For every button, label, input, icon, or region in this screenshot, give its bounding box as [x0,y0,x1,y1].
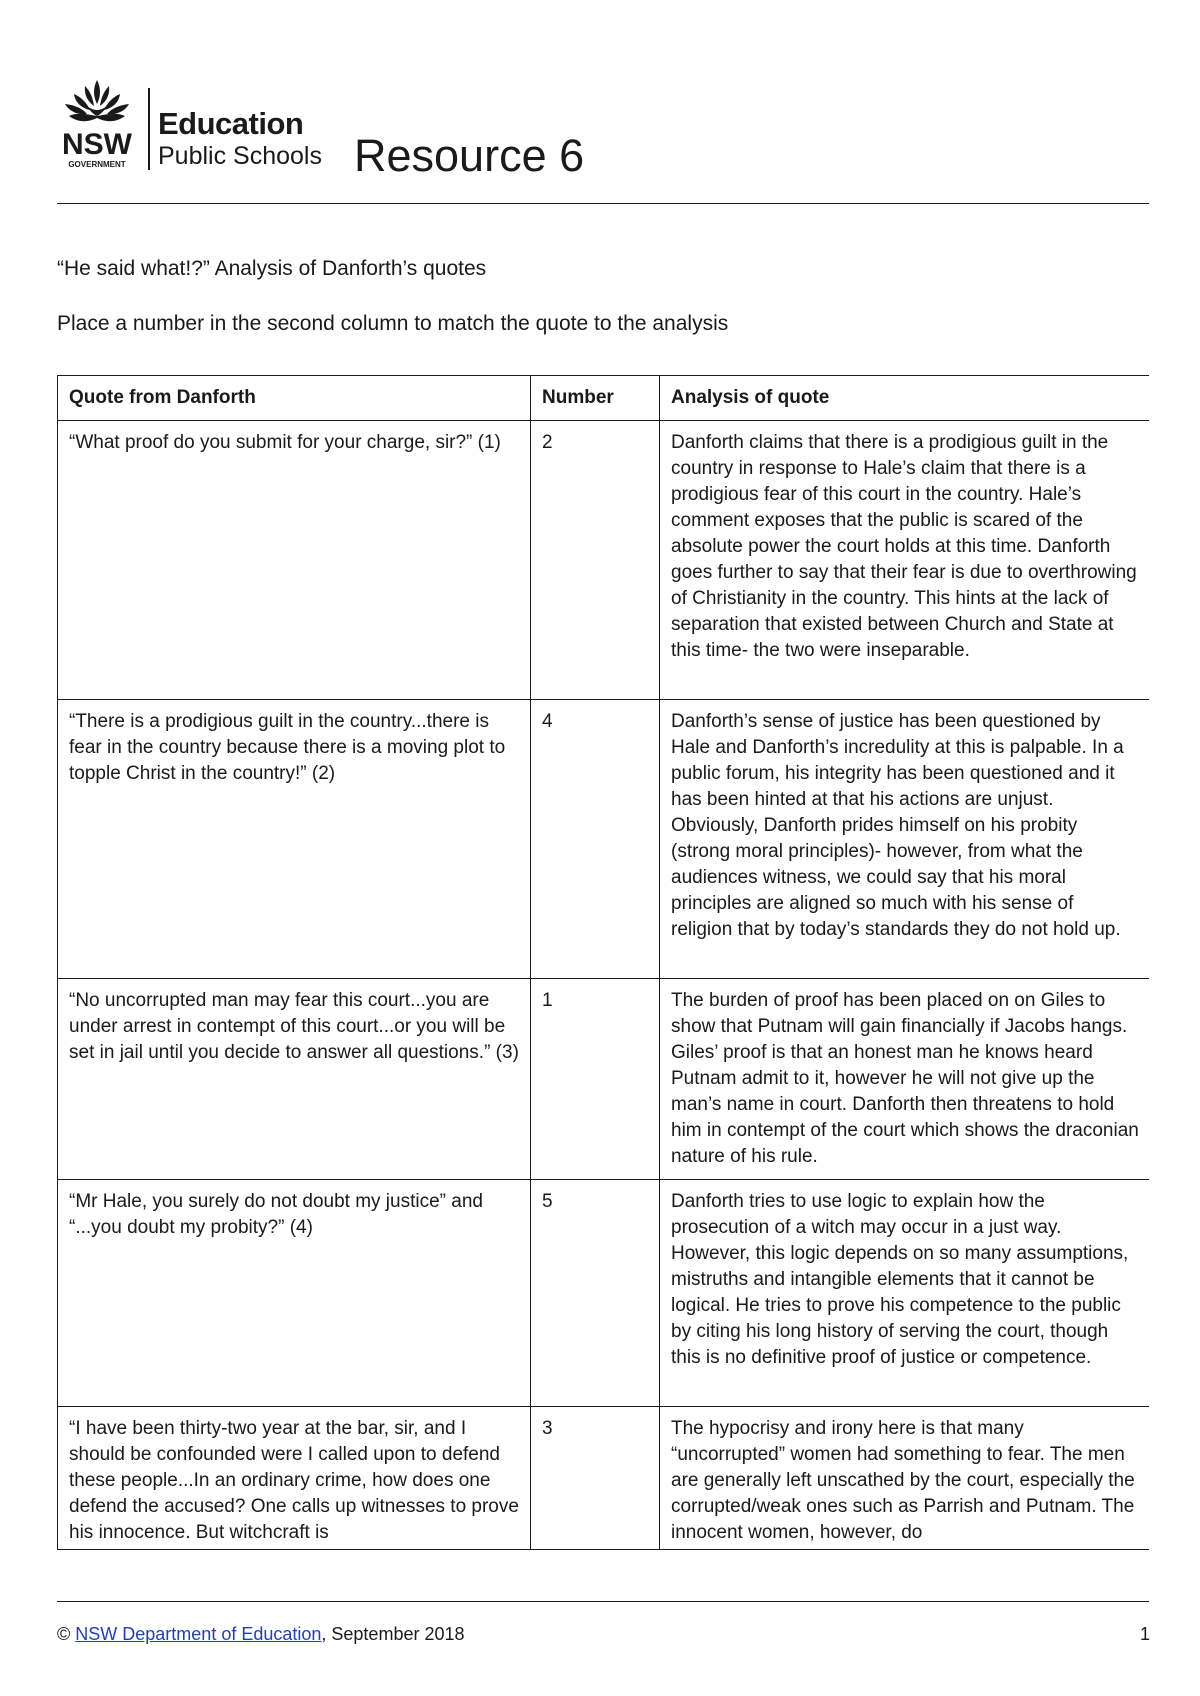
analysis-cell: Danforth’s sense of justice has been questioned by Hale and Danforth’s incredulity at this is palpable. In a public forum, his integrity has been questioned and it has been hinted at that his actions are unjust. Obviously, Danforth prides himself on his probity (strong moral principles)- however, from what the audiences witness, we could say that his moral principles are aligned so much with his sense of religion that by today’s standards they do not hold up. [660,700,1150,979]
column-header-quote: Quote from Danforth [58,376,531,421]
table-row [58,979,1150,1180]
brand-education: Education [158,106,304,141]
quotes-table-container [57,375,1149,1550]
column-header-analysis: Analysis of quote [660,376,1150,421]
nsw-department-link[interactable]: NSW Department of Education [75,1624,322,1644]
quote-cell: “No uncorrupted man may fear this court...you are under arrest in contempt of this court...or you will be set in jail until you decide to answer all questions.” (3) [58,979,531,1180]
page-header [57,78,1149,181]
number-cell[interactable]: 2 [531,421,660,700]
table-row [58,700,1150,979]
analysis-cell: Danforth tries to use logic to explain how the prosecution of a witch may occur in a just way. However, this logic depends on so many assumptions, mistruths and intangible elements that it cannot be logical. He tries to prove his competence to the public by citing his long history of serving the court, though this is no definitive proof of justice or competence. [660,1180,1150,1407]
svg-text:NSW: NSW [62,128,132,161]
quotes-table [57,375,1149,1550]
header-divider [57,203,1149,204]
footer-divider [57,1601,1149,1602]
table-row [58,1180,1150,1407]
quote-cell: “I have been thirty-two year at the bar, sir, and I should be confounded were I called upon to defend these people...In an ordinary crime, how does one defend the accused? One calls up witnesses to prove his innocence. But witchcraft is [58,1407,531,1551]
document-title: Resource 6 [354,130,585,181]
brand-public-schools: Public Schools [158,142,322,170]
page-number: 1 [1139,1624,1150,1644]
nsw-government-logo [57,78,137,170]
number-cell[interactable]: 1 [531,979,660,1180]
analysis-cell: The hypocrisy and irony here is that many “uncorrupted” women had something to fear. The men are generally left unscathed by the court, especially the corrupted/weak ones such as Parrish and Putnam. The innocent women, however, do [660,1407,1150,1551]
analysis-cell: Danforth claims that there is a prodigious guilt in the country in response to Hale’s claim that there is a prodigious fear of this court in the country. Hale’s comment exposes that the public is scared of the absolute power the court holds at this time. Danforth goes further to say that their fear is due to overthrowing of Christianity in the country. This hints at the lack of separation that existed between Church and State at this time- the two were inseparable. [660,421,1150,700]
table-row [58,1407,1150,1551]
logo-divider [148,88,150,170]
document-subtitle: “He said what!?” Analysis of Danforth’s quotes [57,257,487,280]
copyright-symbol: © [57,1624,71,1644]
analysis-cell: The burden of proof has been placed on on Giles to show that Putnam will gain financially if Jacobs hangs. Giles’ proof is that an honest man he knows heard Putnam admit to it, however he will not give up the man’s name in court. Danforth then threatens to hold him in contempt of the court which shows the draconian nature of his rule. [660,979,1150,1180]
number-cell[interactable]: 5 [531,1180,660,1407]
number-cell[interactable]: 4 [531,700,660,979]
table-header-row [58,376,1150,421]
column-header-number: Number [531,376,660,421]
waratah-icon [57,78,137,170]
footer-copyright [57,1624,465,1645]
number-cell[interactable]: 3 [531,1407,660,1551]
quote-cell: “Mr Hale, you surely do not doubt my justice” and “...you doubt my probity?” (4) [58,1180,531,1407]
footer-date: , September 2018 [321,1624,465,1644]
quote-cell: “There is a prodigious guilt in the country...there is fear in the country because there is a moving plot to topple Christ in the country!” (2) [58,700,531,979]
table-row [58,421,1150,700]
svg-text:GOVERNMENT: GOVERNMENT [68,160,126,169]
quote-cell: “What proof do you submit for your charge, sir?” (1) [58,421,531,700]
instructions: Place a number in the second column to match the quote to the analysis [57,312,729,335]
